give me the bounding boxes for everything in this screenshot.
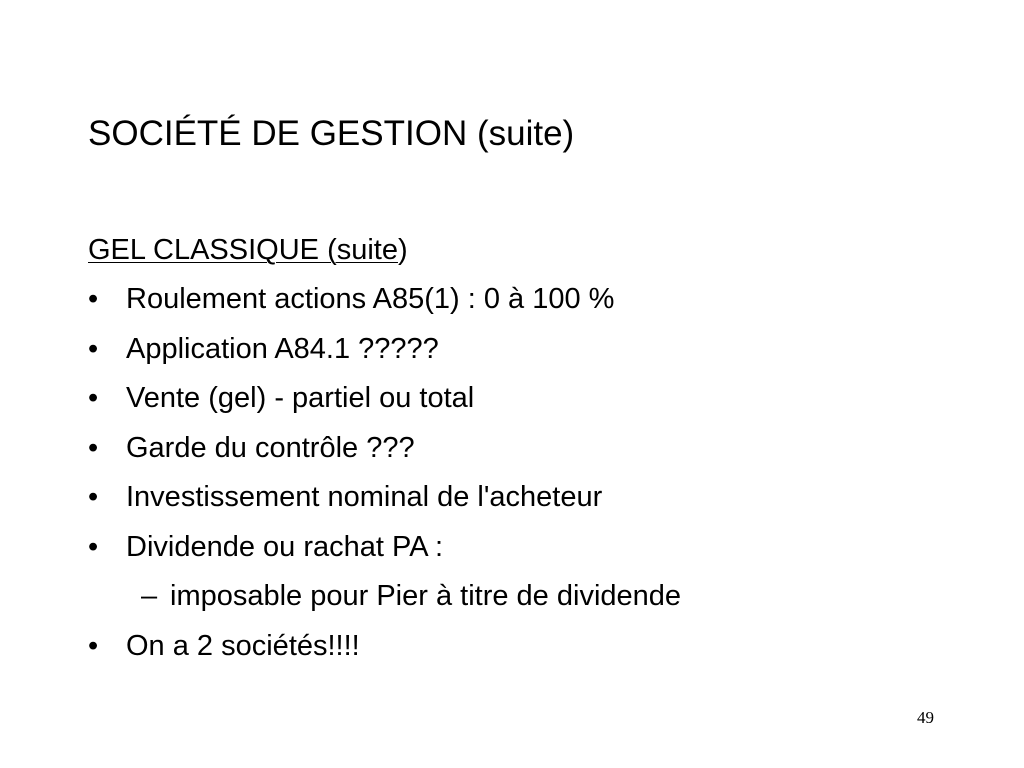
bullet-text: Investissement nominal de l'acheteur [126,481,603,513]
bullet-item [88,622,408,672]
slide-title: SOCIÉTÉ DE GESTION (suite) [88,114,575,153]
bullet-mark: • [88,530,99,563]
page-number: 49 [917,708,934,727]
bullet-item [88,325,439,375]
bullet-mark: • [88,481,99,513]
subheading-rest: ) [397,234,408,266]
bullet-text: Application A84.1 ????? [126,332,439,365]
bullet-item [88,523,444,573]
sub-bullet-text: imposable pour Pier à titre de dividende [170,580,682,612]
bullet-text: Garde du contrôle ??? [126,431,415,464]
bullet-mark: • [88,629,99,662]
subheading-underlined: GEL CLASSIQUE (suite [88,234,398,266]
bullet-mark: • [88,283,99,315]
bullet-text: Vente (gel) - partiel ou total [126,382,475,414]
bullet-list [88,275,682,671]
bullet-item [88,473,603,523]
subheading [88,226,408,275]
sub-bullet-item [88,572,682,622]
slide-body [88,226,682,671]
bullet-item [88,424,415,474]
bullet-mark: • [88,332,99,365]
bullet-mark: • [88,382,99,414]
bullet-item [88,275,615,325]
bullet-text: Dividende ou rachat PA : [126,530,444,563]
bullet-text: Roulement actions A85(1) : 0 à 100 % [126,283,615,315]
bullet-item [88,374,475,424]
bullet-text: On a 2 sociétés!!!! [126,629,360,662]
dash-mark: – [141,580,158,612]
bullet-mark: • [88,431,99,464]
